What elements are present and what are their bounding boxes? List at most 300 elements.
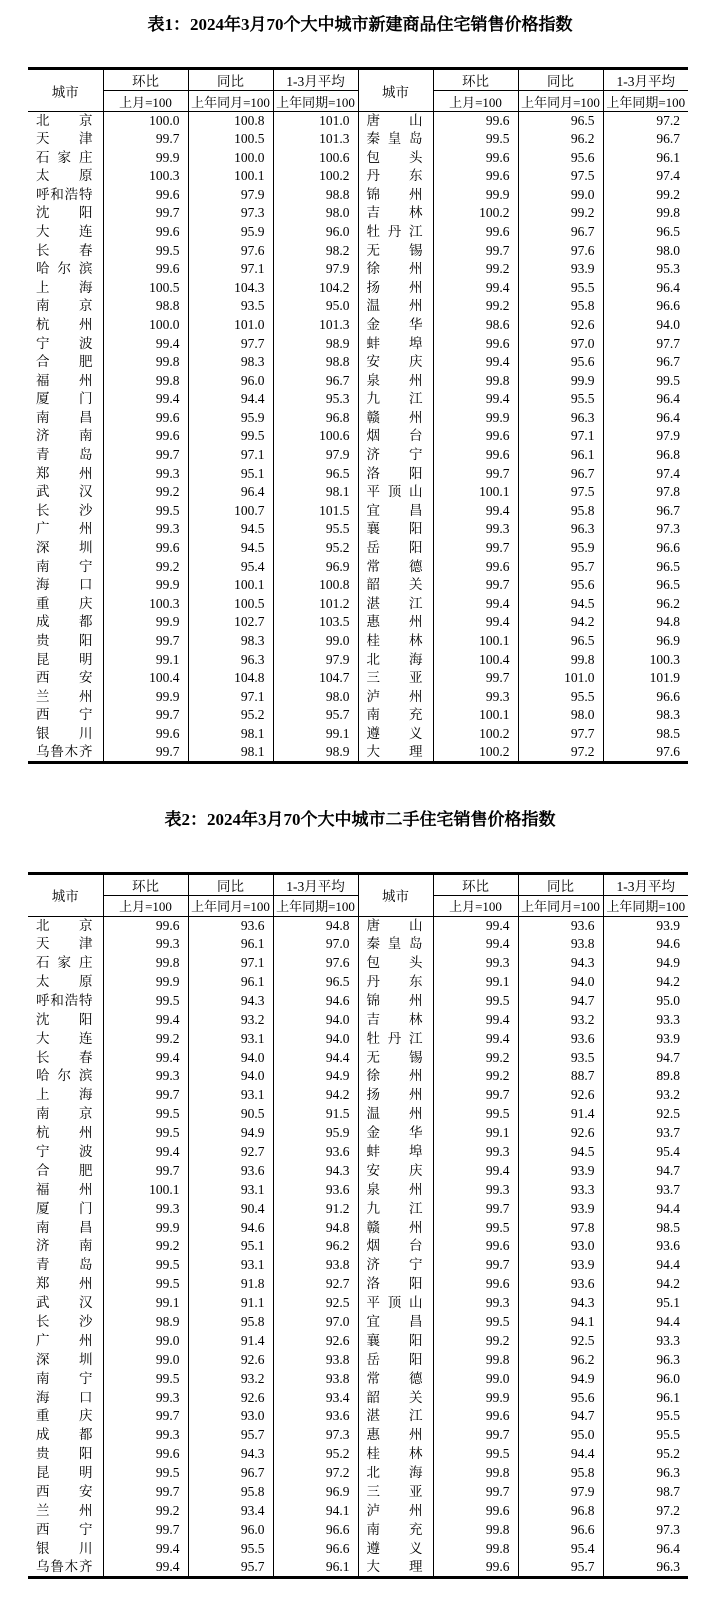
table-row bbox=[28, 1011, 688, 1030]
city-cell: 石家庄 bbox=[36, 955, 93, 971]
city-cell: 九江 bbox=[358, 1200, 433, 1219]
index-value-cell: 93.7 bbox=[603, 1181, 688, 1200]
index-value-cell: 98.0 bbox=[518, 707, 603, 726]
index-value-cell: 94.9 bbox=[188, 1124, 273, 1143]
index-value-cell: 92.6 bbox=[518, 1086, 603, 1105]
index-value-cell: 97.9 bbox=[273, 651, 358, 670]
index-value-cell: 97.1 bbox=[188, 954, 273, 973]
index-value-cell: 99.3 bbox=[103, 935, 188, 954]
city-cell: 沈阳 bbox=[36, 1011, 93, 1027]
index-value-cell: 96.8 bbox=[603, 446, 688, 465]
index-value-cell: 99.9 bbox=[433, 1389, 518, 1408]
index-value-cell: 93.6 bbox=[188, 1162, 273, 1181]
city-cell: 呼和浩特 bbox=[36, 992, 93, 1008]
city-cell: 唐山 bbox=[358, 112, 433, 131]
city-cell: 杭州 bbox=[36, 316, 93, 332]
index-value-cell: 95.6 bbox=[518, 1389, 603, 1408]
index-value-cell: 98.8 bbox=[273, 353, 358, 372]
index-value-cell: 99.9 bbox=[103, 1219, 188, 1238]
index-value-cell: 96.8 bbox=[518, 1502, 603, 1521]
table-row bbox=[28, 335, 688, 354]
index-value-cell: 100.1 bbox=[433, 632, 518, 651]
index-value-cell: 99.3 bbox=[433, 1143, 518, 1162]
table-row bbox=[28, 1049, 688, 1068]
index-value-cell: 98.1 bbox=[273, 483, 358, 502]
index-value-cell: 99.0 bbox=[103, 1351, 188, 1370]
index-value-cell: 97.5 bbox=[518, 483, 603, 502]
index-value-cell: 99.4 bbox=[433, 1030, 518, 1049]
index-value-cell: 96.9 bbox=[603, 632, 688, 651]
table-row bbox=[28, 112, 688, 131]
index-value-cell: 99.1 bbox=[433, 1124, 518, 1143]
city-cell: 北京 bbox=[36, 917, 93, 933]
city-cell: 扬州 bbox=[358, 279, 433, 298]
index-value-cell: 100.7 bbox=[188, 502, 273, 521]
index-value-cell: 99.3 bbox=[103, 1426, 188, 1445]
city-cell: 海口 bbox=[36, 1389, 93, 1405]
index-value-cell: 93.5 bbox=[188, 297, 273, 316]
header-yoy-base: 上年同月=100 bbox=[518, 91, 603, 112]
index-value-cell: 90.5 bbox=[188, 1105, 273, 1124]
index-value-cell: 99.4 bbox=[103, 390, 188, 409]
index-value-cell: 96.6 bbox=[273, 1521, 358, 1540]
index-value-cell: 93.9 bbox=[603, 916, 688, 935]
index-value-cell: 99.2 bbox=[433, 260, 518, 279]
index-value-cell: 94.9 bbox=[273, 1067, 358, 1086]
index-value-cell: 99.7 bbox=[433, 539, 518, 558]
index-value-cell: 94.8 bbox=[603, 614, 688, 633]
index-value-cell: 92.6 bbox=[518, 1124, 603, 1143]
index-value-cell: 99.6 bbox=[433, 167, 518, 186]
index-value-cell: 99.5 bbox=[103, 1370, 188, 1389]
index-value-cell: 95.7 bbox=[518, 558, 603, 577]
index-value-cell: 100.6 bbox=[273, 428, 358, 447]
city-cell: 兰州 bbox=[36, 688, 93, 704]
index-value-cell: 96.9 bbox=[273, 558, 358, 577]
table-row bbox=[28, 1521, 688, 1540]
city-cell: 桂林 bbox=[358, 1445, 433, 1464]
index-value-cell: 104.7 bbox=[273, 669, 358, 688]
index-value-cell: 100.1 bbox=[103, 1181, 188, 1200]
index-value-cell: 99.9 bbox=[103, 149, 188, 168]
table-row bbox=[28, 483, 688, 502]
index-value-cell: 95.0 bbox=[603, 992, 688, 1011]
table-row bbox=[28, 1181, 688, 1200]
index-value-cell: 96.7 bbox=[603, 130, 688, 149]
city-cell: 泉州 bbox=[358, 372, 433, 391]
index-value-cell: 95.8 bbox=[518, 502, 603, 521]
index-value-cell: 96.1 bbox=[518, 446, 603, 465]
table-row bbox=[28, 428, 688, 447]
index-value-cell: 92.5 bbox=[518, 1332, 603, 1351]
index-value-cell: 93.8 bbox=[273, 1256, 358, 1275]
city-cell: 南充 bbox=[358, 1521, 433, 1540]
index-value-cell: 98.3 bbox=[188, 353, 273, 372]
table-row bbox=[28, 973, 688, 992]
city-cell: 蚌埠 bbox=[358, 1143, 433, 1162]
index-value-cell: 93.9 bbox=[603, 1030, 688, 1049]
city-cell: 锦州 bbox=[358, 992, 433, 1011]
table-row bbox=[28, 353, 688, 372]
city-cell: 大连 bbox=[36, 223, 93, 239]
city-cell: 扬州 bbox=[358, 1086, 433, 1105]
index-value-cell: 96.6 bbox=[603, 688, 688, 707]
city-cell: 宜昌 bbox=[358, 1313, 433, 1332]
index-value-cell: 94.9 bbox=[603, 954, 688, 973]
index-value-cell: 98.0 bbox=[273, 204, 358, 223]
table-row bbox=[28, 539, 688, 558]
city-cell: 重庆 bbox=[36, 1408, 93, 1424]
index-value-cell: 93.9 bbox=[518, 1256, 603, 1275]
index-value-cell: 99.4 bbox=[433, 916, 518, 935]
index-value-cell: 96.4 bbox=[603, 390, 688, 409]
index-value-cell: 100.1 bbox=[188, 576, 273, 595]
index-value-cell: 96.3 bbox=[603, 1464, 688, 1483]
index-value-cell: 93.9 bbox=[518, 1162, 603, 1181]
index-value-cell: 99.8 bbox=[433, 372, 518, 391]
index-value-cell: 99.3 bbox=[103, 465, 188, 484]
city-cell: 烟台 bbox=[358, 1237, 433, 1256]
city-cell: 南充 bbox=[358, 707, 433, 726]
index-value-cell: 97.5 bbox=[518, 167, 603, 186]
index-value-cell: 91.4 bbox=[188, 1332, 273, 1351]
table-row bbox=[28, 1389, 688, 1408]
table1-header bbox=[28, 69, 688, 112]
index-value-cell: 98.9 bbox=[273, 335, 358, 354]
index-value-cell: 99.0 bbox=[433, 1370, 518, 1389]
header-city: 城市 bbox=[28, 873, 103, 916]
index-value-cell: 101.9 bbox=[603, 669, 688, 688]
index-value-cell: 99.4 bbox=[433, 595, 518, 614]
table-row bbox=[28, 297, 688, 316]
city-cell: 厦门 bbox=[36, 391, 93, 407]
index-value-cell: 99.7 bbox=[103, 446, 188, 465]
index-value-cell: 99.8 bbox=[433, 1464, 518, 1483]
index-value-cell: 97.3 bbox=[273, 1426, 358, 1445]
index-value-cell: 95.2 bbox=[603, 1445, 688, 1464]
index-value-cell: 94.5 bbox=[518, 595, 603, 614]
city-cell: 大理 bbox=[358, 744, 433, 763]
index-value-cell: 96.3 bbox=[518, 409, 603, 428]
index-value-cell: 99.4 bbox=[103, 1540, 188, 1559]
city-cell: 长春 bbox=[36, 1049, 93, 1065]
index-value-cell: 95.5 bbox=[603, 1407, 688, 1426]
index-value-cell: 93.2 bbox=[518, 1011, 603, 1030]
index-value-cell: 92.6 bbox=[188, 1351, 273, 1370]
city-cell: 洛阳 bbox=[358, 465, 433, 484]
index-value-cell: 98.8 bbox=[103, 297, 188, 316]
index-value-cell: 94.1 bbox=[518, 1313, 603, 1332]
index-value-cell: 94.3 bbox=[273, 1162, 358, 1181]
index-value-cell: 95.8 bbox=[518, 1464, 603, 1483]
index-value-cell: 98.3 bbox=[188, 632, 273, 651]
index-value-cell: 99.1 bbox=[103, 1294, 188, 1313]
index-value-cell: 97.2 bbox=[603, 112, 688, 131]
header-avg: 1-3月平均 bbox=[273, 873, 358, 895]
index-value-cell: 96.5 bbox=[518, 632, 603, 651]
header-city: 城市 bbox=[358, 873, 433, 916]
city-cell: 安庆 bbox=[358, 1162, 433, 1181]
index-value-cell: 99.6 bbox=[433, 1407, 518, 1426]
table-row bbox=[28, 1445, 688, 1464]
index-value-cell: 98.3 bbox=[603, 707, 688, 726]
index-value-cell: 94.3 bbox=[518, 1294, 603, 1313]
index-value-cell: 99.2 bbox=[603, 186, 688, 205]
index-value-cell: 99.7 bbox=[433, 1256, 518, 1275]
index-value-cell: 99.3 bbox=[103, 1067, 188, 1086]
index-value-cell: 98.9 bbox=[103, 1313, 188, 1332]
city-cell: 石家庄 bbox=[36, 149, 93, 165]
index-value-cell: 94.6 bbox=[603, 935, 688, 954]
city-cell: 惠州 bbox=[358, 614, 433, 633]
index-value-cell: 99.8 bbox=[433, 1540, 518, 1559]
index-value-cell: 98.1 bbox=[188, 725, 273, 744]
city-cell: 南昌 bbox=[36, 409, 93, 425]
header-avg: 1-3月平均 bbox=[603, 873, 688, 895]
table-row bbox=[28, 614, 688, 633]
index-value-cell: 99.7 bbox=[433, 576, 518, 595]
index-value-cell: 102.7 bbox=[188, 614, 273, 633]
index-value-cell: 96.2 bbox=[518, 1351, 603, 1370]
city-cell: 包头 bbox=[358, 149, 433, 168]
index-value-cell: 97.6 bbox=[188, 242, 273, 261]
city-cell: 湛江 bbox=[358, 1407, 433, 1426]
index-value-cell: 97.1 bbox=[188, 446, 273, 465]
index-value-cell: 100.1 bbox=[188, 167, 273, 186]
index-value-cell: 94.9 bbox=[518, 1370, 603, 1389]
index-value-cell: 95.1 bbox=[603, 1294, 688, 1313]
city-cell: 南昌 bbox=[36, 1219, 93, 1235]
index-value-cell: 96.7 bbox=[188, 1464, 273, 1483]
index-value-cell: 94.7 bbox=[518, 1407, 603, 1426]
table-row bbox=[28, 372, 688, 391]
table1-new-home-price-index bbox=[28, 67, 688, 764]
city-cell: 成都 bbox=[36, 614, 93, 630]
index-value-cell: 93.7 bbox=[603, 1124, 688, 1143]
index-value-cell: 97.7 bbox=[603, 335, 688, 354]
index-value-cell: 96.6 bbox=[603, 297, 688, 316]
index-value-cell: 95.7 bbox=[188, 1426, 273, 1445]
table-row bbox=[28, 502, 688, 521]
city-cell: 合肥 bbox=[36, 1162, 93, 1178]
index-value-cell: 99.7 bbox=[103, 744, 188, 763]
city-cell: 银川 bbox=[36, 1540, 93, 1556]
city-cell: 深圳 bbox=[36, 1351, 93, 1367]
index-value-cell: 99.7 bbox=[433, 465, 518, 484]
index-value-cell: 99.5 bbox=[433, 1445, 518, 1464]
city-cell: 包头 bbox=[358, 954, 433, 973]
index-value-cell: 99.0 bbox=[103, 1332, 188, 1351]
city-cell: 韶关 bbox=[358, 576, 433, 595]
index-value-cell: 99.3 bbox=[433, 521, 518, 540]
city-cell: 武汉 bbox=[36, 1295, 93, 1311]
index-value-cell: 99.6 bbox=[433, 1237, 518, 1256]
city-cell: 遵义 bbox=[358, 1540, 433, 1559]
city-cell: 无锡 bbox=[358, 1049, 433, 1068]
index-value-cell: 99.2 bbox=[518, 204, 603, 223]
city-cell: 青岛 bbox=[36, 447, 93, 463]
table2-title: 表2：2024年3月70个大中城市二手住宅销售价格指数 bbox=[164, 809, 556, 829]
table-row bbox=[28, 1351, 688, 1370]
index-value-cell: 98.7 bbox=[603, 1483, 688, 1502]
header-mom: 环比 bbox=[103, 873, 188, 895]
index-value-cell: 99.7 bbox=[103, 204, 188, 223]
header-mom-base: 上月=100 bbox=[103, 91, 188, 112]
index-value-cell: 95.9 bbox=[188, 223, 273, 242]
table-row bbox=[28, 1464, 688, 1483]
index-value-cell: 95.0 bbox=[518, 1426, 603, 1445]
index-value-cell: 96.4 bbox=[188, 483, 273, 502]
index-value-cell: 94.4 bbox=[273, 1049, 358, 1068]
index-value-cell: 91.4 bbox=[518, 1105, 603, 1124]
city-cell: 金华 bbox=[358, 316, 433, 335]
index-value-cell: 95.8 bbox=[188, 1483, 273, 1502]
table-row bbox=[28, 390, 688, 409]
index-value-cell: 94.4 bbox=[603, 1256, 688, 1275]
index-value-cell: 99.3 bbox=[103, 1200, 188, 1219]
table-row bbox=[28, 669, 688, 688]
index-value-cell: 99.9 bbox=[518, 372, 603, 391]
index-value-cell: 95.9 bbox=[273, 1124, 358, 1143]
index-value-cell: 101.3 bbox=[273, 130, 358, 149]
index-value-cell: 96.5 bbox=[603, 223, 688, 242]
index-value-cell: 93.6 bbox=[518, 916, 603, 935]
index-value-cell: 99.6 bbox=[103, 260, 188, 279]
header-yoy: 同比 bbox=[518, 69, 603, 91]
index-value-cell: 95.8 bbox=[518, 297, 603, 316]
city-cell: 福州 bbox=[36, 1181, 93, 1197]
city-cell: 徐州 bbox=[358, 260, 433, 279]
index-value-cell: 98.0 bbox=[603, 242, 688, 261]
index-value-cell: 95.7 bbox=[518, 1559, 603, 1578]
index-value-cell: 99.4 bbox=[433, 279, 518, 298]
city-cell: 济南 bbox=[36, 428, 93, 444]
city-cell: 泸州 bbox=[358, 1502, 433, 1521]
table-row bbox=[28, 1332, 688, 1351]
city-cell: 韶关 bbox=[358, 1389, 433, 1408]
index-value-cell: 99.5 bbox=[103, 242, 188, 261]
index-value-cell: 99.4 bbox=[433, 390, 518, 409]
header-city: 城市 bbox=[358, 69, 433, 112]
table-row bbox=[28, 558, 688, 577]
index-value-cell: 99.6 bbox=[433, 335, 518, 354]
city-cell: 常德 bbox=[358, 1370, 433, 1389]
city-cell: 乌鲁木齐 bbox=[36, 743, 93, 759]
index-value-cell: 96.1 bbox=[273, 1559, 358, 1578]
index-value-cell: 95.7 bbox=[188, 1559, 273, 1578]
table-row bbox=[28, 725, 688, 744]
index-value-cell: 104.2 bbox=[273, 279, 358, 298]
city-cell: 长沙 bbox=[36, 502, 93, 518]
city-cell: 安庆 bbox=[358, 353, 433, 372]
header-yoy: 同比 bbox=[188, 873, 273, 895]
index-value-cell: 91.2 bbox=[273, 1200, 358, 1219]
index-value-cell: 97.1 bbox=[188, 688, 273, 707]
index-value-cell: 96.3 bbox=[603, 1559, 688, 1578]
index-value-cell: 94.7 bbox=[518, 992, 603, 1011]
index-value-cell: 99.8 bbox=[433, 1521, 518, 1540]
city-cell: 无锡 bbox=[358, 242, 433, 261]
index-value-cell: 97.2 bbox=[603, 1502, 688, 1521]
header-mom-base: 上月=100 bbox=[433, 895, 518, 916]
table-row bbox=[28, 1219, 688, 1238]
city-cell: 天津 bbox=[36, 936, 93, 952]
city-cell: 惠州 bbox=[358, 1426, 433, 1445]
city-cell: 合肥 bbox=[36, 354, 93, 370]
index-value-cell: 99.9 bbox=[103, 688, 188, 707]
index-value-cell: 100.2 bbox=[433, 725, 518, 744]
index-value-cell: 94.0 bbox=[273, 1030, 358, 1049]
index-value-cell: 97.0 bbox=[273, 935, 358, 954]
index-value-cell: 92.7 bbox=[188, 1143, 273, 1162]
index-value-cell: 93.4 bbox=[273, 1389, 358, 1408]
index-value-cell: 93.6 bbox=[518, 1275, 603, 1294]
index-value-cell: 96.1 bbox=[188, 935, 273, 954]
table-row bbox=[28, 576, 688, 595]
table-row bbox=[28, 595, 688, 614]
city-cell: 北海 bbox=[358, 651, 433, 670]
table-row bbox=[28, 260, 688, 279]
index-value-cell: 98.0 bbox=[273, 688, 358, 707]
index-value-cell: 93.6 bbox=[188, 916, 273, 935]
index-value-cell: 97.2 bbox=[273, 1464, 358, 1483]
index-value-cell: 97.9 bbox=[518, 1483, 603, 1502]
index-value-cell: 97.4 bbox=[603, 465, 688, 484]
city-cell: 牡丹江 bbox=[358, 1030, 433, 1049]
index-value-cell: 99.4 bbox=[103, 1049, 188, 1068]
index-value-cell: 93.6 bbox=[273, 1181, 358, 1200]
index-value-cell: 96.9 bbox=[273, 1483, 358, 1502]
table-row bbox=[28, 465, 688, 484]
index-value-cell: 96.5 bbox=[273, 465, 358, 484]
index-value-cell: 94.0 bbox=[188, 1067, 273, 1086]
city-cell: 郑州 bbox=[36, 465, 93, 481]
city-cell: 唐山 bbox=[358, 916, 433, 935]
index-value-cell: 95.1 bbox=[188, 1237, 273, 1256]
city-cell: 温州 bbox=[358, 297, 433, 316]
index-value-cell: 100.2 bbox=[273, 167, 358, 186]
header-yoy-base: 上年同月=100 bbox=[188, 91, 273, 112]
index-value-cell: 93.2 bbox=[188, 1011, 273, 1030]
index-value-cell: 93.0 bbox=[518, 1237, 603, 1256]
index-value-cell: 97.8 bbox=[518, 1219, 603, 1238]
table-row bbox=[28, 992, 688, 1011]
index-value-cell: 100.0 bbox=[103, 316, 188, 335]
city-cell: 沈阳 bbox=[36, 205, 93, 221]
index-value-cell: 99.8 bbox=[603, 204, 688, 223]
index-value-cell: 93.1 bbox=[188, 1256, 273, 1275]
index-value-cell: 101.0 bbox=[518, 669, 603, 688]
city-cell: 上海 bbox=[36, 1087, 93, 1103]
index-value-cell: 99.1 bbox=[273, 725, 358, 744]
index-value-cell: 98.5 bbox=[603, 725, 688, 744]
city-cell: 南京 bbox=[36, 298, 93, 314]
city-cell: 太原 bbox=[36, 973, 93, 989]
index-value-cell: 99.4 bbox=[103, 1559, 188, 1578]
index-value-cell: 99.6 bbox=[433, 112, 518, 131]
index-value-cell: 95.1 bbox=[188, 465, 273, 484]
index-value-cell: 99.2 bbox=[103, 483, 188, 502]
index-value-cell: 101.0 bbox=[273, 112, 358, 131]
index-value-cell: 93.6 bbox=[518, 1030, 603, 1049]
index-value-cell: 94.3 bbox=[188, 1445, 273, 1464]
index-value-cell: 99.7 bbox=[433, 242, 518, 261]
index-value-cell: 94.6 bbox=[273, 992, 358, 1011]
index-value-cell: 94.8 bbox=[273, 916, 358, 935]
header-mom: 环比 bbox=[433, 69, 518, 91]
city-cell: 平顶山 bbox=[358, 1294, 433, 1313]
index-value-cell: 99.6 bbox=[433, 1502, 518, 1521]
